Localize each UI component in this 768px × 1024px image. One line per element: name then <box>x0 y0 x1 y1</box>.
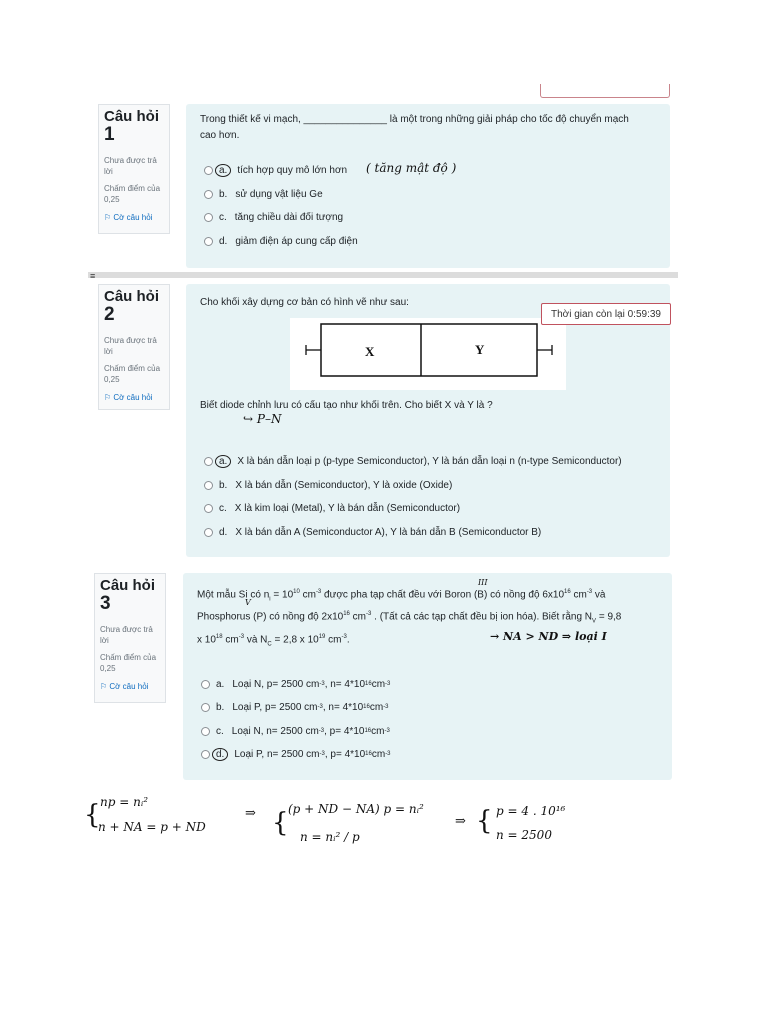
question-text: Trong thiết kế vi mạch, _______________ là một trong những giải pháp cho tốc độ chuyển mạch cao hơn. <box>200 114 629 141</box>
radio-button[interactable] <box>204 237 213 246</box>
status-text: Chưa được trả <box>100 625 153 634</box>
radio-button[interactable] <box>204 190 213 199</box>
answer-option-c[interactable]: c. Loại N, n= 2500 cm -3 , p= 4*10 16 cm -3 <box>201 724 390 738</box>
page-divider <box>88 272 678 278</box>
question-label: Câu hỏi <box>100 577 155 594</box>
answer-option-d[interactable]: d. X là bán dẫn A (Semiconductor A), Y là bán dẫn B (Semiconductor B) <box>204 525 541 539</box>
handwritten-note: ↪ P–N <box>243 412 282 426</box>
mark-value: 0,25 <box>104 375 120 384</box>
answer-option-c[interactable]: c. X là kim loại (Metal), Y là bán dẫn (Semiconductor) <box>204 501 460 515</box>
block-y-label: Y <box>475 342 485 357</box>
status-text-2: lời <box>104 167 113 176</box>
mark-text: Chấm điểm của <box>104 184 161 193</box>
question-number: 1 <box>104 124 115 145</box>
previous-panel-edge <box>540 84 670 98</box>
mark-value: 0,25 <box>100 664 116 673</box>
answer-option-a[interactable]: a. X là bán dẫn loại p (p-type Semiconductor), Y là bán dẫn loại n (n-type Semiconductor) <box>204 454 622 468</box>
question-label: Câu hỏi <box>104 108 159 125</box>
handwritten-arrow-2: ⇒ <box>455 814 466 829</box>
radio-button[interactable] <box>204 504 213 513</box>
flag-question-link[interactable]: ⚐ Cờ câu hỏi <box>100 682 149 691</box>
radio-button[interactable] <box>201 750 210 759</box>
menu-icon[interactable]: ≡ <box>90 271 96 281</box>
handwritten-note-phosphorus: V <box>245 598 251 607</box>
diode-block-diagram <box>290 318 566 390</box>
question-info-2 <box>98 284 170 410</box>
status-text: Chưa được trả <box>104 336 157 345</box>
answer-option-d[interactable]: d. giảm điện áp cung cấp điện <box>204 234 358 248</box>
question-text-2: Biết diode chỉnh lưu có cấu tạo như khối trên. Cho biết X và Y là ? <box>200 400 493 411</box>
brace-middle: { <box>272 808 289 838</box>
answer-option-a[interactable]: a. Loại N, p= 2500 cm -3 , n= 4*10 16 cm -3 <box>201 677 390 691</box>
handwritten-result-1: p = 4 . 10¹⁶ <box>496 804 566 818</box>
block-outline <box>321 324 537 376</box>
question-info-3 <box>94 573 166 703</box>
question-number: 2 <box>104 304 115 325</box>
handwritten-equation-4: n = nᵢ² / p <box>300 830 360 844</box>
question-info-1 <box>98 104 170 234</box>
answer-option-b[interactable]: b. sử dụng vật liệu Ge <box>204 187 323 201</box>
question-content-1 <box>186 104 670 268</box>
flag-icon: ⚐ <box>104 213 114 222</box>
answer-option-b[interactable]: b. Loại P, p= 2500 cm -3 , n= 4*10 16 cm -3 <box>201 700 389 714</box>
handwritten-note-boron: III <box>478 578 488 587</box>
answer-option-d[interactable]: d. Loại P, n= 2500 cm -3 , p= 4*10 16 cm -3 <box>201 747 391 761</box>
brace-left: { <box>84 800 101 830</box>
question-content-3 <box>183 573 672 780</box>
status-text-2: lời <box>100 636 109 645</box>
brace-right: { <box>476 806 493 836</box>
diode-block-svg <box>290 318 566 390</box>
mark-text: Chấm điểm của <box>100 653 157 662</box>
answer-option-a[interactable]: a. tích hợp quy mô lớn hơn <box>204 163 347 177</box>
answer-option-c[interactable]: c. tăng chiều dài đối tượng <box>204 210 343 224</box>
handwritten-equation-3: (p + ND − NA) p = nᵢ² <box>288 802 424 816</box>
flag-icon: ⚐ <box>100 682 110 691</box>
flag-question-link[interactable]: ⚐ Cờ câu hỏi <box>104 213 153 222</box>
question-number: 3 <box>100 593 111 614</box>
mark-text: Chấm điểm của <box>104 364 161 373</box>
answer-option-b[interactable]: b. X là bán dẫn (Semiconductor), Y là oxide (Oxide) <box>204 478 452 492</box>
status-text: Chưa được trả <box>104 156 157 165</box>
handwritten-note: ( tăng mật độ ) <box>366 161 457 175</box>
question-text: Một mẫu Si có $n_i = 10^{10}$ $cm^{-3}$ được pha tạp chất đều với Boron (B) có nồng độ $6x10^{16}$ $cm^{-3}$ và Phosphorus (P) có nồng độ $2x10^{16}$ $cm^{-3}$ . (Tất cả các tạp chất đều bị ion hóa). Biết rằng $N_V = 9,8$ x $10^{18}$ $cm^{-3}$ và $N_C = 2,8$ x $10^{19}$ $cm^{-3}$. <box>197 589 622 647</box>
flag-icon: ⚐ <box>104 393 114 402</box>
radio-button[interactable] <box>204 166 213 175</box>
status-text-2: lời <box>104 347 113 356</box>
radio-button[interactable] <box>204 528 213 537</box>
question-label: Câu hỏi <box>104 288 159 305</box>
handwritten-arrow-1: ⇒ <box>245 806 256 821</box>
block-x-label: X <box>365 344 375 359</box>
radio-button[interactable] <box>204 213 213 222</box>
handwritten-equation-2: n + NA = p + ND <box>98 820 206 834</box>
countdown-timer: Thời gian còn lại 0:59:39 <box>541 303 671 325</box>
radio-button[interactable] <box>204 457 213 466</box>
mark-value: 0,25 <box>104 195 120 204</box>
question-text: Cho khối xây dựng cơ bản có hình vẽ như sau: <box>200 297 409 308</box>
flag-question-link[interactable]: ⚐ Cờ câu hỏi <box>104 393 153 402</box>
radio-button[interactable] <box>201 727 210 736</box>
handwritten-result-2: n = 2500 <box>496 828 552 842</box>
handwritten-note-conclusion: → NA > ND ⇒ loại I <box>490 630 607 643</box>
handwritten-equation-1: np = nᵢ² <box>100 795 149 809</box>
radio-button[interactable] <box>201 680 210 689</box>
radio-button[interactable] <box>204 481 213 490</box>
radio-button[interactable] <box>201 703 210 712</box>
